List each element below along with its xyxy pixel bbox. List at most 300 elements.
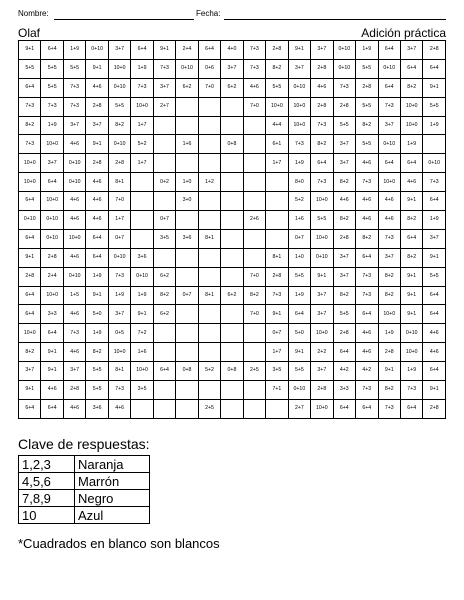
grid-cell[interactable] <box>243 135 265 154</box>
grid-cell[interactable]: 10+0 <box>311 192 333 211</box>
grid-cell[interactable] <box>243 324 265 343</box>
grid-cell[interactable]: 5+5 <box>423 97 446 116</box>
grid-cell[interactable]: 2+4 <box>176 41 198 60</box>
grid-cell[interactable]: 4+6 <box>400 173 422 192</box>
grid-cell[interactable]: 7+3 <box>108 381 130 400</box>
grid-cell[interactable]: 6+4 <box>86 248 108 267</box>
grid-cell[interactable] <box>176 248 198 267</box>
grid-cell[interactable]: 2+5 <box>198 399 220 418</box>
grid-cell[interactable]: 4+6 <box>356 324 378 343</box>
grid-cell[interactable] <box>221 267 243 286</box>
grid-cell[interactable]: 7+3 <box>356 286 378 305</box>
grid-cell[interactable]: 1+9 <box>86 267 108 286</box>
grid-cell[interactable]: 7+0 <box>108 192 130 211</box>
grid-cell[interactable]: 3+7 <box>311 362 333 381</box>
grid-cell[interactable]: 7+3 <box>243 41 265 60</box>
grid-cell[interactable]: 6+2 <box>153 267 175 286</box>
grid-cell[interactable]: 9+1 <box>86 135 108 154</box>
grid-cell[interactable]: 7+3 <box>378 229 400 248</box>
grid-cell[interactable] <box>153 116 175 135</box>
grid-cell[interactable]: 6+2 <box>221 286 243 305</box>
grid-cell[interactable]: 9+1 <box>288 41 310 60</box>
grid-cell[interactable]: 6+4 <box>86 229 108 248</box>
grid-cell[interactable]: 3+7 <box>41 154 63 173</box>
grid-cell[interactable] <box>198 267 220 286</box>
grid-cell[interactable]: 4+0 <box>221 41 243 60</box>
grid-cell[interactable]: 7+3 <box>311 173 333 192</box>
grid-cell[interactable]: 9+1 <box>19 41 41 60</box>
grid-cell[interactable]: 4+6 <box>63 192 85 211</box>
grid-cell[interactable]: 2+8 <box>266 267 288 286</box>
grid-cell[interactable]: 6+4 <box>41 41 63 60</box>
grid-cell[interactable]: 3+7 <box>311 305 333 324</box>
grid-cell[interactable]: 6+4 <box>19 286 41 305</box>
grid-cell[interactable] <box>198 248 220 267</box>
grid-cell[interactable]: 5+2 <box>131 135 153 154</box>
grid-cell[interactable]: 7+3 <box>311 116 333 135</box>
grid-cell[interactable]: 7+3 <box>333 78 355 97</box>
grid-cell[interactable] <box>266 211 288 230</box>
grid-cell[interactable]: 10+0 <box>311 324 333 343</box>
grid-cell[interactable]: 7+3 <box>356 381 378 400</box>
grid-cell[interactable]: 1+9 <box>423 211 446 230</box>
grid-cell[interactable] <box>221 173 243 192</box>
grid-cell[interactable]: 1+6 <box>131 343 153 362</box>
grid-cell[interactable]: 3+5 <box>266 362 288 381</box>
grid-cell[interactable]: 6+2 <box>221 78 243 97</box>
grid-cell[interactable]: 7+3 <box>63 324 85 343</box>
grid-cell[interactable] <box>198 97 220 116</box>
grid-cell[interactable]: 8+2 <box>243 286 265 305</box>
grid-cell[interactable]: 8+2 <box>356 229 378 248</box>
grid-cell[interactable]: 10+0 <box>311 229 333 248</box>
grid-cell[interactable]: 8+1 <box>108 362 130 381</box>
grid-cell[interactable]: 0+10 <box>423 154 446 173</box>
grid-cell[interactable]: 5+5 <box>333 305 355 324</box>
grid-cell[interactable]: 6+4 <box>41 173 63 192</box>
grid-cell[interactable] <box>198 154 220 173</box>
grid-cell[interactable]: 0+5 <box>108 324 130 343</box>
grid-cell[interactable]: 1+7 <box>266 154 288 173</box>
grid-cell[interactable]: 1+9 <box>131 59 153 78</box>
grid-cell[interactable]: 6+4 <box>41 399 63 418</box>
grid-cell[interactable]: 3+7 <box>221 59 243 78</box>
grid-cell[interactable]: 6+4 <box>311 154 333 173</box>
grid-cell[interactable]: 2+6 <box>243 211 265 230</box>
grid-cell[interactable]: 1+0 <box>288 248 310 267</box>
grid-cell[interactable]: 9+1 <box>423 248 446 267</box>
grid-cell[interactable]: 5+5 <box>41 78 63 97</box>
grid-cell[interactable] <box>198 324 220 343</box>
grid-cell[interactable]: 0+10 <box>378 59 400 78</box>
grid-cell[interactable]: 4+6 <box>311 78 333 97</box>
grid-cell[interactable]: 6+4 <box>19 399 41 418</box>
grid-cell[interactable]: 1+7 <box>108 211 130 230</box>
grid-cell[interactable]: 2+2 <box>311 343 333 362</box>
grid-cell[interactable]: 10+0 <box>400 343 422 362</box>
grid-cell[interactable] <box>153 324 175 343</box>
grid-cell[interactable]: 3+7 <box>333 135 355 154</box>
grid-cell[interactable]: 0+10 <box>131 267 153 286</box>
grid-cell[interactable]: 6+1 <box>266 135 288 154</box>
grid-cell[interactable] <box>176 343 198 362</box>
grid-cell[interactable]: 3+6 <box>176 229 198 248</box>
grid-cell[interactable] <box>221 248 243 267</box>
grid-cell[interactable]: 0+7 <box>108 229 130 248</box>
grid-cell[interactable]: 9+1 <box>86 286 108 305</box>
grid-cell[interactable]: 4+6 <box>41 381 63 400</box>
grid-cell[interactable]: 9+1 <box>86 59 108 78</box>
grid-cell[interactable] <box>221 324 243 343</box>
grid-cell[interactable]: 10+0 <box>131 97 153 116</box>
grid-cell[interactable]: 3+7 <box>63 116 85 135</box>
grid-cell[interactable]: 7+3 <box>19 135 41 154</box>
grid-cell[interactable]: 9+1 <box>131 305 153 324</box>
grid-cell[interactable]: 1+7 <box>131 154 153 173</box>
grid-cell[interactable]: 9+1 <box>288 343 310 362</box>
grid-cell[interactable] <box>153 135 175 154</box>
grid-cell[interactable]: 1+9 <box>378 324 400 343</box>
grid-cell[interactable]: 6+4 <box>153 362 175 381</box>
grid-cell[interactable]: 6+4 <box>423 59 446 78</box>
grid-cell[interactable]: 2+8 <box>333 229 355 248</box>
grid-cell[interactable]: 9+1 <box>423 381 446 400</box>
grid-cell[interactable]: 9+1 <box>423 78 446 97</box>
grid-cell[interactable]: 1+9 <box>400 135 422 154</box>
grid-cell[interactable]: 10+0 <box>288 97 310 116</box>
grid-cell[interactable]: 0+10 <box>108 78 130 97</box>
grid-cell[interactable]: 9+1 <box>19 381 41 400</box>
grid-cell[interactable]: 3+7 <box>400 41 422 60</box>
grid-cell[interactable]: 9+1 <box>311 267 333 286</box>
grid-cell[interactable]: 3+6 <box>86 399 108 418</box>
grid-cell[interactable]: 0+10 <box>63 173 85 192</box>
grid-cell[interactable]: 0+10 <box>108 248 130 267</box>
grid-cell[interactable]: 4+6 <box>356 192 378 211</box>
grid-cell[interactable]: 4+6 <box>378 211 400 230</box>
grid-cell[interactable]: 6+4 <box>378 78 400 97</box>
grid-cell[interactable]: 5+5 <box>19 59 41 78</box>
grid-cell[interactable]: 3+5 <box>153 229 175 248</box>
grid-cell[interactable]: 2+8 <box>311 59 333 78</box>
grid-cell[interactable]: 6+4 <box>423 362 446 381</box>
grid-cell[interactable]: 0+6 <box>198 59 220 78</box>
grid-cell[interactable]: 0+10 <box>311 248 333 267</box>
grid-cell[interactable]: 6+4 <box>19 78 41 97</box>
grid-cell[interactable]: 9+1 <box>153 41 175 60</box>
grid-cell[interactable]: 6+4 <box>333 399 355 418</box>
grid-cell[interactable]: 7+3 <box>378 399 400 418</box>
grid-cell[interactable]: 8+2 <box>311 135 333 154</box>
grid-cell[interactable]: 0+7 <box>288 229 310 248</box>
grid-cell[interactable]: 10+0 <box>41 192 63 211</box>
grid-cell[interactable] <box>153 343 175 362</box>
grid-cell[interactable]: 2+4 <box>41 267 63 286</box>
grid-cell[interactable]: 0+10 <box>333 59 355 78</box>
grid-cell[interactable]: 9+1 <box>266 305 288 324</box>
grid-cell[interactable]: 4+6 <box>243 78 265 97</box>
grid-cell[interactable]: 3+7 <box>19 362 41 381</box>
grid-cell[interactable]: 6+4 <box>288 305 310 324</box>
grid-cell[interactable]: 8+2 <box>19 116 41 135</box>
grid-cell[interactable]: 7+3 <box>378 97 400 116</box>
grid-cell[interactable]: 7+3 <box>243 59 265 78</box>
grid-cell[interactable] <box>176 211 198 230</box>
grid-cell[interactable]: 2+8 <box>41 248 63 267</box>
grid-cell[interactable] <box>243 399 265 418</box>
grid-cell[interactable]: 0+10 <box>41 229 63 248</box>
grid-cell[interactable]: 1+0 <box>176 173 198 192</box>
grid-cell[interactable]: 2+7 <box>288 399 310 418</box>
grid-cell[interactable]: 6+4 <box>333 343 355 362</box>
grid-cell[interactable]: 3+5 <box>131 381 153 400</box>
date-line[interactable] <box>224 19 446 20</box>
grid-cell[interactable] <box>198 135 220 154</box>
grid-cell[interactable]: 6+4 <box>198 41 220 60</box>
grid-cell[interactable]: 8+2 <box>400 248 422 267</box>
grid-cell[interactable]: 5+5 <box>288 267 310 286</box>
grid-cell[interactable]: 10+0 <box>19 324 41 343</box>
grid-cell[interactable] <box>221 211 243 230</box>
grid-cell[interactable]: 2+8 <box>266 41 288 60</box>
grid-cell[interactable]: 2+8 <box>108 154 130 173</box>
grid-cell[interactable]: 4+6 <box>86 173 108 192</box>
grid-cell[interactable]: 0+8 <box>221 135 243 154</box>
grid-cell[interactable]: 4+6 <box>86 211 108 230</box>
grid-cell[interactable]: 8+2 <box>400 78 422 97</box>
grid-cell[interactable] <box>176 324 198 343</box>
grid-cell[interactable]: 6+4 <box>19 192 41 211</box>
grid-cell[interactable]: 6+4 <box>378 41 400 60</box>
grid-cell[interactable]: 1+9 <box>356 41 378 60</box>
grid-cell[interactable]: 5+2 <box>288 192 310 211</box>
grid-cell[interactable]: 10+0 <box>131 362 153 381</box>
grid-cell[interactable]: 9+1 <box>41 343 63 362</box>
grid-cell[interactable]: 4+6 <box>333 192 355 211</box>
grid-cell[interactable] <box>221 192 243 211</box>
grid-cell[interactable]: 2+8 <box>423 41 446 60</box>
grid-cell[interactable]: 3+7 <box>288 59 310 78</box>
grid-cell[interactable]: 6+4 <box>400 229 422 248</box>
grid-cell[interactable] <box>266 399 288 418</box>
grid-cell[interactable]: 6+4 <box>356 399 378 418</box>
grid-cell[interactable]: 10+0 <box>266 97 288 116</box>
grid-cell[interactable] <box>266 173 288 192</box>
grid-cell[interactable]: 7+3 <box>153 59 175 78</box>
grid-cell[interactable]: 2+5 <box>243 362 265 381</box>
grid-cell[interactable]: 5+0 <box>288 324 310 343</box>
grid-cell[interactable]: 2+8 <box>311 97 333 116</box>
grid-cell[interactable]: 6+4 <box>356 248 378 267</box>
grid-cell[interactable] <box>423 135 446 154</box>
grid-cell[interactable] <box>243 229 265 248</box>
grid-cell[interactable]: 3+6 <box>131 248 153 267</box>
grid-cell[interactable]: 0+10 <box>378 135 400 154</box>
grid-cell[interactable] <box>131 399 153 418</box>
grid-cell[interactable]: 0+10 <box>19 211 41 230</box>
grid-cell[interactable]: 7+3 <box>41 97 63 116</box>
grid-cell[interactable]: 0+8 <box>221 362 243 381</box>
grid-cell[interactable]: 4+6 <box>86 192 108 211</box>
grid-cell[interactable] <box>221 97 243 116</box>
grid-cell[interactable]: 1+9 <box>288 154 310 173</box>
grid-cell[interactable]: 1+9 <box>108 286 130 305</box>
grid-cell[interactable]: 1+7 <box>266 343 288 362</box>
grid-cell[interactable]: 2+8 <box>356 78 378 97</box>
grid-cell[interactable]: 2+8 <box>378 343 400 362</box>
grid-cell[interactable]: 3+7 <box>333 248 355 267</box>
grid-cell[interactable] <box>176 305 198 324</box>
grid-cell[interactable]: 4+6 <box>63 305 85 324</box>
grid-cell[interactable]: 9+1 <box>400 305 422 324</box>
grid-cell[interactable]: 0+10 <box>63 154 85 173</box>
grid-cell[interactable]: 7+1 <box>266 381 288 400</box>
grid-cell[interactable]: 3+0 <box>176 192 198 211</box>
grid-cell[interactable] <box>153 154 175 173</box>
grid-cell[interactable]: 10+0 <box>400 97 422 116</box>
grid-cell[interactable]: 9+1 <box>378 362 400 381</box>
grid-cell[interactable] <box>266 229 288 248</box>
grid-cell[interactable] <box>198 305 220 324</box>
grid-cell[interactable] <box>221 399 243 418</box>
grid-cell[interactable]: 1+9 <box>400 362 422 381</box>
grid-cell[interactable]: 6+4 <box>356 305 378 324</box>
grid-cell[interactable]: 2+8 <box>86 154 108 173</box>
grid-cell[interactable]: 0+10 <box>176 59 198 78</box>
grid-cell[interactable]: 6+4 <box>400 154 422 173</box>
grid-cell[interactable] <box>153 399 175 418</box>
grid-cell[interactable]: 0+10 <box>400 324 422 343</box>
grid-cell[interactable]: 7+3 <box>423 173 446 192</box>
grid-cell[interactable] <box>243 248 265 267</box>
grid-cell[interactable]: 4+6 <box>63 135 85 154</box>
grid-cell[interactable]: 2+8 <box>86 97 108 116</box>
grid-cell[interactable]: 3+7 <box>108 305 130 324</box>
grid-cell[interactable]: 3+7 <box>378 248 400 267</box>
grid-cell[interactable] <box>176 381 198 400</box>
grid-cell[interactable] <box>243 381 265 400</box>
grid-cell[interactable]: 5+5 <box>266 78 288 97</box>
grid-cell[interactable]: 3+7 <box>378 116 400 135</box>
grid-cell[interactable]: 8+2 <box>378 381 400 400</box>
grid-cell[interactable]: 4+6 <box>86 78 108 97</box>
grid-cell[interactable]: 2+8 <box>19 267 41 286</box>
grid-cell[interactable]: 10+0 <box>378 305 400 324</box>
grid-cell[interactable]: 10+0 <box>41 286 63 305</box>
grid-cell[interactable]: 1+9 <box>131 286 153 305</box>
grid-cell[interactable] <box>176 267 198 286</box>
grid-cell[interactable]: 3+7 <box>63 362 85 381</box>
grid-cell[interactable]: 1+9 <box>423 116 446 135</box>
grid-cell[interactable]: 2+7 <box>153 97 175 116</box>
grid-cell[interactable]: 8+2 <box>19 343 41 362</box>
grid-cell[interactable] <box>176 399 198 418</box>
grid-cell[interactable] <box>221 229 243 248</box>
grid-cell[interactable]: 1+9 <box>86 324 108 343</box>
grid-cell[interactable] <box>198 381 220 400</box>
grid-cell[interactable]: 6+4 <box>19 229 41 248</box>
grid-cell[interactable] <box>153 192 175 211</box>
grid-cell[interactable]: 0+7 <box>176 286 198 305</box>
grid-cell[interactable]: 0+10 <box>288 381 310 400</box>
grid-cell[interactable]: 7+3 <box>266 286 288 305</box>
grid-cell[interactable]: 5+5 <box>108 97 130 116</box>
grid-cell[interactable]: 4+6 <box>423 324 446 343</box>
grid-cell[interactable]: 0+2 <box>153 173 175 192</box>
grid-cell[interactable]: 1+9 <box>41 116 63 135</box>
grid-cell[interactable]: 7+3 <box>356 173 378 192</box>
grid-cell[interactable]: 9+1 <box>400 267 422 286</box>
grid-cell[interactable]: 6+4 <box>41 324 63 343</box>
grid-cell[interactable]: 7+3 <box>400 381 422 400</box>
grid-cell[interactable]: 6+4 <box>400 399 422 418</box>
grid-cell[interactable]: 5+5 <box>311 211 333 230</box>
grid-cell[interactable]: 10+0 <box>41 135 63 154</box>
grid-cell[interactable]: 2+8 <box>311 381 333 400</box>
grid-cell[interactable]: 4+6 <box>356 154 378 173</box>
grid-cell[interactable]: 7+3 <box>108 267 130 286</box>
grid-cell[interactable]: 8+2 <box>86 343 108 362</box>
grid-cell[interactable] <box>153 248 175 267</box>
grid-cell[interactable] <box>131 229 153 248</box>
grid-cell[interactable]: 3+7 <box>333 154 355 173</box>
grid-cell[interactable] <box>153 381 175 400</box>
grid-cell[interactable]: 10+0 <box>19 173 41 192</box>
grid-cell[interactable] <box>131 211 153 230</box>
grid-cell[interactable]: 10+0 <box>378 173 400 192</box>
grid-cell[interactable]: 8+2 <box>378 286 400 305</box>
grid-cell[interactable] <box>176 154 198 173</box>
grid-cell[interactable]: 1+9 <box>63 41 85 60</box>
grid-cell[interactable]: 0+10 <box>333 41 355 60</box>
grid-cell[interactable]: 4+6 <box>63 211 85 230</box>
grid-cell[interactable]: 2+8 <box>333 97 355 116</box>
grid-cell[interactable]: 4+6 <box>63 343 85 362</box>
grid-cell[interactable] <box>131 192 153 211</box>
grid-cell[interactable]: 7+0 <box>198 78 220 97</box>
grid-cell[interactable]: 5+5 <box>288 362 310 381</box>
grid-cell[interactable]: 9+1 <box>400 192 422 211</box>
grid-cell[interactable]: 10+0 <box>19 154 41 173</box>
grid-cell[interactable]: 8+2 <box>333 173 355 192</box>
grid-cell[interactable]: 6+2 <box>176 78 198 97</box>
grid-cell[interactable]: 5+2 <box>198 362 220 381</box>
grid-cell[interactable]: 5+5 <box>423 267 446 286</box>
grid-cell[interactable]: 1+7 <box>131 116 153 135</box>
grid-cell[interactable]: 4+2 <box>356 362 378 381</box>
grid-cell[interactable]: 3+7 <box>153 78 175 97</box>
grid-cell[interactable]: 7+3 <box>63 97 85 116</box>
grid-cell[interactable]: 0+7 <box>266 324 288 343</box>
grid-cell[interactable]: 10+0 <box>400 116 422 135</box>
grid-cell[interactable]: 8+2 <box>333 286 355 305</box>
grid-cell[interactable]: 8+2 <box>378 267 400 286</box>
grid-cell[interactable]: 4+6 <box>63 248 85 267</box>
grid-cell[interactable]: 3+7 <box>108 41 130 60</box>
grid-cell[interactable]: 6+4 <box>131 41 153 60</box>
grid-cell[interactable] <box>243 116 265 135</box>
grid-cell[interactable] <box>198 116 220 135</box>
grid-cell[interactable]: 0+8 <box>176 362 198 381</box>
grid-cell[interactable]: 8+2 <box>153 286 175 305</box>
grid-cell[interactable]: 5+5 <box>356 59 378 78</box>
grid-cell[interactable]: 3+7 <box>311 286 333 305</box>
grid-cell[interactable]: 4+6 <box>356 343 378 362</box>
grid-cell[interactable] <box>198 211 220 230</box>
grid-cell[interactable]: 0+10 <box>86 41 108 60</box>
grid-cell[interactable]: 1+6 <box>288 211 310 230</box>
grid-cell[interactable]: 7+0 <box>243 97 265 116</box>
